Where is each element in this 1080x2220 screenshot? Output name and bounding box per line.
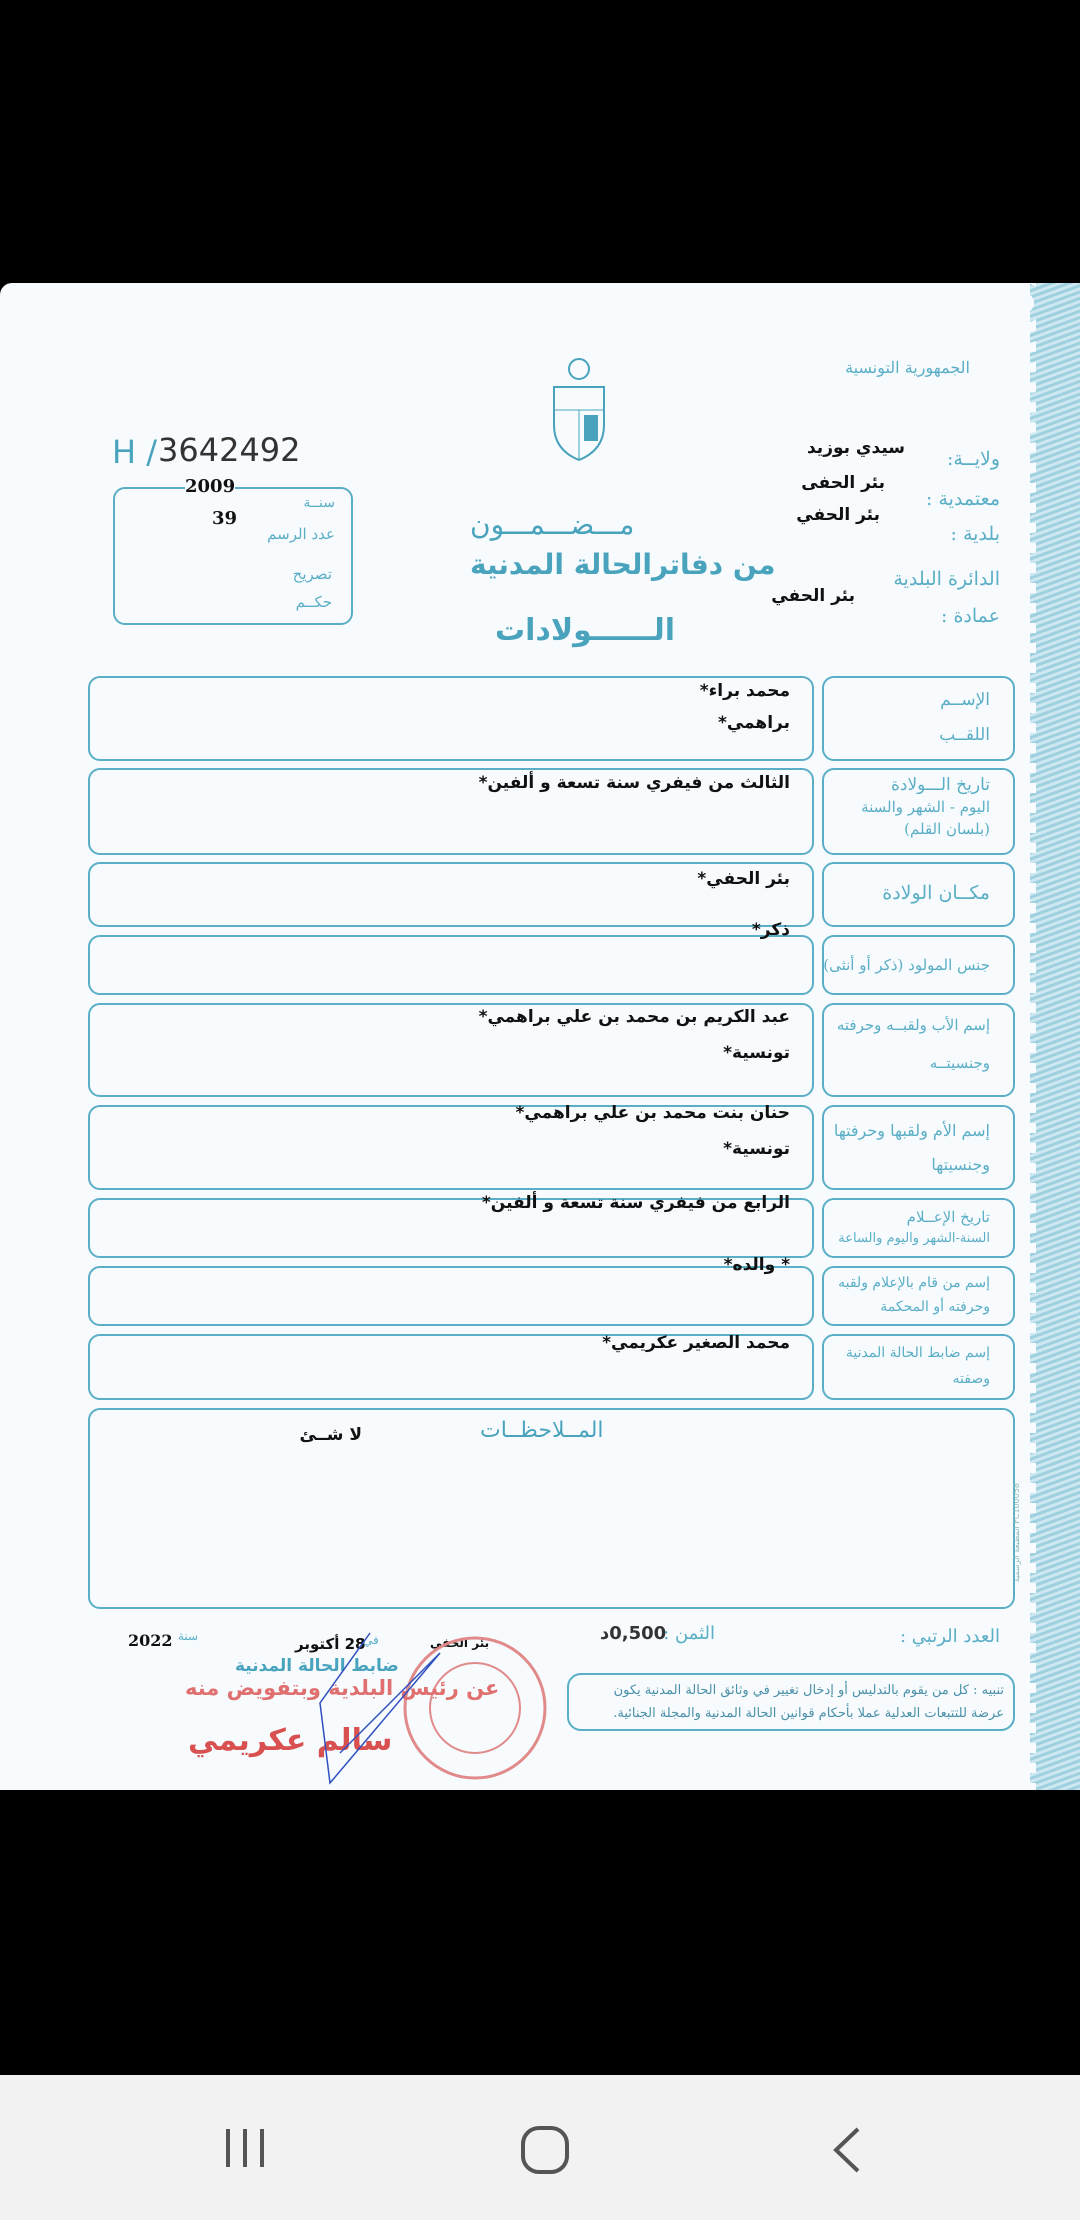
value-sex: ذكر*	[751, 920, 790, 940]
number-label: عدد الرسم	[267, 525, 335, 543]
district-value: بئر الحفي	[771, 586, 855, 606]
label-birth-date-note: (بلسان القلم)	[904, 820, 990, 838]
declaration-label: تصريح	[292, 565, 332, 583]
label-father: إسم الأب ولقبــه وحرفته	[836, 1016, 990, 1034]
label-birth-date-sub: اليوم - الشهر والسنة	[861, 798, 990, 816]
value-mother-nationality: تونسية*	[723, 1139, 790, 1159]
delegation-value: بئر الحفى	[801, 473, 885, 493]
issue-year: 2022	[128, 1631, 173, 1650]
serial-prefix: H /	[112, 433, 158, 471]
value-father: عبد الكريم بن محمد بن علي براهمي*	[478, 1007, 790, 1027]
home-icon[interactable]	[520, 2125, 570, 2175]
price-label: الثمن :	[663, 1623, 715, 1644]
remarks-value: لا شــئ	[299, 1425, 362, 1445]
label-officer: إسم ضابط الحالة المدنية	[845, 1345, 990, 1361]
label-mother-nationality: وجنسيتها	[931, 1155, 990, 1174]
label-birth-place: مكــان الولادة	[882, 882, 990, 904]
legal-notice: تنبيه : كل من يقوم بالتدليس أو إدخال تغيير في وثائق الحالة المدنية يكون عرضة للتتبعات العدلية عملا بأحكام قوانين الحالة المدنية والمجلة الجنائية.	[613, 1683, 1004, 1721]
coat-of-arms-icon	[548, 355, 610, 465]
judgment-label: حكــم	[295, 593, 332, 611]
record-number: 39	[212, 508, 238, 529]
label-declarant-sub: وحرفته أو المحكمة	[880, 1299, 990, 1315]
municipality-value: بئر الحفي	[796, 505, 880, 525]
district-label: الدائرة البلدية	[893, 568, 1000, 590]
recent-apps-icon[interactable]	[222, 2125, 268, 2171]
value-surname: براهمي*	[717, 713, 790, 733]
serial-number: 3642492	[158, 431, 301, 469]
wilaya-value: سيدي بوزيد	[806, 438, 905, 458]
android-nav-bar	[0, 2075, 1080, 2220]
municipality-label: بلدية :	[950, 523, 1000, 545]
signer-name: سالم عكريمي	[188, 1723, 393, 1758]
price-value: 0,500د	[600, 1623, 667, 1644]
title-line3: الــــــولادات	[495, 613, 676, 648]
stamp-delegation-line: عن رئيس البلدية وبتفويض منه	[185, 1676, 500, 1700]
label-officer-sub: وصفته	[952, 1371, 990, 1387]
value-officer: محمد الصغير عكريمي*	[602, 1333, 790, 1353]
label-father-nationality: وجنسيتــه	[929, 1054, 990, 1072]
value-mother: حنان بنت محمد بن علي براهمي*	[515, 1103, 790, 1123]
label-mother: إسم الأم ولقبها وحرفتها	[833, 1121, 990, 1140]
label-first-name: الإســم	[940, 690, 990, 710]
signature-icon	[300, 1623, 460, 1793]
date-prefix: في	[363, 1633, 379, 1647]
year-label: سنــة	[303, 495, 335, 511]
value-birth-date: الثالث من فيفري سنة تسعة و ألفين*	[478, 773, 790, 793]
label-declaration-date: تاريخ الإعــلام	[906, 1208, 990, 1226]
year-label-footer: سنة	[178, 1629, 199, 1643]
value-first-name: محمد براء*	[699, 681, 790, 701]
issue-place: بئر الحفي	[430, 1636, 490, 1650]
printer-mark: المطبعة الرسمية FC100058	[1012, 1483, 1021, 1583]
label-birth-date: تاريخ الـــولادة	[890, 775, 990, 795]
omda-label: عمادة :	[941, 605, 1000, 627]
officer-title: ضابط الحالة المدنية	[235, 1656, 399, 1676]
label-surname: اللقــب	[939, 725, 990, 745]
republic-label: الجمهورية التونسية	[845, 358, 970, 377]
security-border	[1030, 283, 1080, 1790]
record-year: 2009	[185, 476, 236, 497]
birth-certificate	[0, 283, 1080, 1790]
label-sex: جنس المولود (ذكر أو أنثى)	[823, 956, 990, 974]
serial-label: العدد الرتبي :	[899, 1626, 1000, 1647]
value-father-nationality: تونسية*	[723, 1043, 790, 1063]
value-birth-place: بئر الحفي*	[697, 869, 790, 889]
label-declaration-date-sub: السنة-الشهر واليوم والساعة	[838, 1231, 990, 1246]
title-line2: من دفاترالحالة المدنية	[470, 548, 776, 581]
value-declarant: * والده*	[723, 1255, 790, 1275]
remarks-label: المــلاحظــات	[480, 1418, 604, 1443]
value-declaration-date: الرابع من فيفري سنة تسعة و ألفين*	[481, 1193, 790, 1213]
issue-date: 28 أكتوبر	[295, 1635, 366, 1653]
title-line1: مـــضـــمـــون	[470, 508, 635, 541]
back-icon[interactable]	[830, 2125, 864, 2175]
label-declarant: إسم من قام بالإعلام ولقبه	[838, 1275, 990, 1291]
delegation-label: معتمدية :	[926, 488, 1000, 510]
wilaya-label: ولايــة:	[946, 448, 1000, 470]
